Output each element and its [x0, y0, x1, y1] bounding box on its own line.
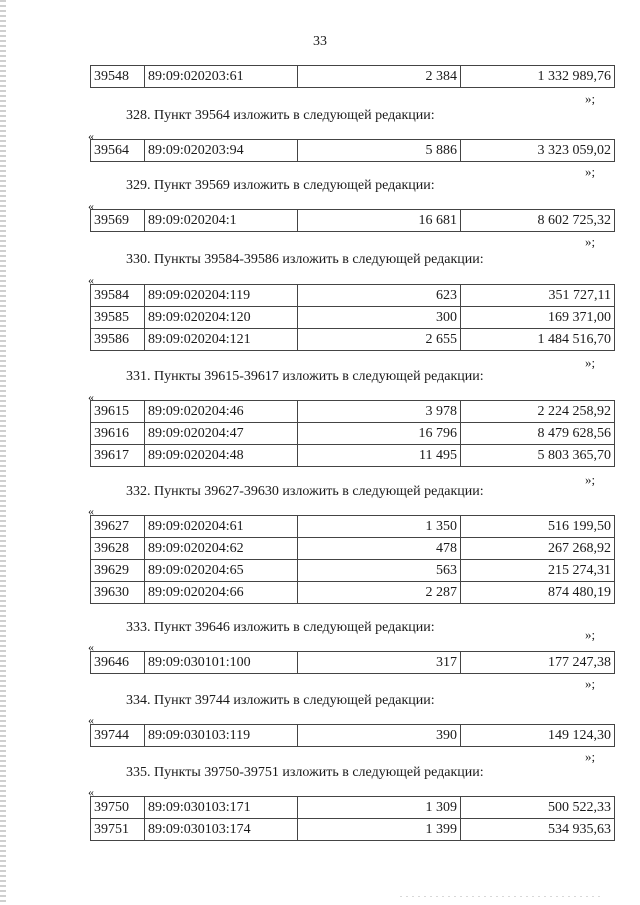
area-value: 1 350: [298, 516, 461, 538]
cost-value: 5 803 365,70: [461, 445, 615, 467]
cadastral-number: 89:09:020203:61: [145, 66, 298, 88]
cost-value: 1 332 989,76: [461, 66, 615, 88]
section-heading: 334. Пункт 39744 изложить в следующей редакции:: [126, 693, 435, 708]
table-row: [91, 797, 615, 819]
table-row: [91, 445, 615, 467]
section-heading: 328. Пункт 39564 изложить в следующей редакции:: [126, 108, 435, 123]
row-number: 39750: [91, 797, 145, 819]
table-row: [91, 401, 615, 423]
cadastral-number: 89:09:020204:121: [145, 329, 298, 351]
table-row: [91, 725, 615, 747]
row-number: 39586: [91, 329, 145, 351]
table-row: [91, 66, 615, 88]
table-row: [91, 140, 615, 162]
cadastral-number: 89:09:020204:65: [145, 560, 298, 582]
close-quote: »;: [585, 472, 596, 487]
area-value: 16 796: [298, 423, 461, 445]
table-row: [91, 329, 615, 351]
row-number: 39744: [91, 725, 145, 747]
table-row: [91, 516, 615, 538]
area-value: 300: [298, 307, 461, 329]
close-quote: »;: [585, 627, 596, 642]
section-heading: 335. Пункты 39750-39751 изложить в следующей редакции:: [126, 765, 484, 780]
open-quote: «: [88, 785, 94, 799]
section-table: [90, 139, 615, 162]
close-quote: »;: [585, 91, 596, 106]
row-number: 39646: [91, 652, 145, 674]
area-value: 623: [298, 285, 461, 307]
row-number: 39548: [91, 66, 145, 88]
open-quote: «: [88, 640, 94, 654]
area-value: 2 655: [298, 329, 461, 351]
cost-value: 2 224 258,92: [461, 401, 615, 423]
section-table: [90, 724, 615, 747]
row-number: 39616: [91, 423, 145, 445]
row-number: 39627: [91, 516, 145, 538]
cadastral-number: 89:09:030103:174: [145, 819, 298, 841]
cadastral-number: 89:09:020204:119: [145, 285, 298, 307]
row-number: 39617: [91, 445, 145, 467]
cost-value: 1 484 516,70: [461, 329, 615, 351]
page-number: 33: [313, 34, 327, 49]
cost-value: 500 522,33: [461, 797, 615, 819]
row-number: 39584: [91, 285, 145, 307]
table-row: [91, 307, 615, 329]
area-value: 1 309: [298, 797, 461, 819]
section-table: [90, 515, 615, 604]
cost-value: 351 727,11: [461, 285, 615, 307]
table-row: [91, 819, 615, 841]
area-value: 1 399: [298, 819, 461, 841]
section-table: [90, 400, 615, 467]
section-heading: 329. Пункт 39569 изложить в следующей редакции:: [126, 178, 435, 193]
table-row: [91, 538, 615, 560]
cadastral-number: 89:09:020203:94: [145, 140, 298, 162]
cost-value: 516 199,50: [461, 516, 615, 538]
cost-value: 534 935,63: [461, 819, 615, 841]
section-table: [90, 651, 615, 674]
cadastral-number: 89:09:030103:119: [145, 725, 298, 747]
scan-edge: [0, 0, 6, 905]
area-value: 2 384: [298, 66, 461, 88]
cost-value: 177 247,38: [461, 652, 615, 674]
section-heading: 333. Пункт 39646 изложить в следующей редакции:: [126, 620, 435, 635]
section-table: [90, 284, 615, 351]
area-value: 390: [298, 725, 461, 747]
open-quote: «: [88, 713, 94, 727]
table-row: [91, 560, 615, 582]
cadastral-number: 89:09:020204:46: [145, 401, 298, 423]
cadastral-number: 89:09:020204:120: [145, 307, 298, 329]
cost-value: 215 274,31: [461, 560, 615, 582]
cadastral-number: 89:09:020204:47: [145, 423, 298, 445]
table-row: [91, 423, 615, 445]
close-quote: »;: [585, 676, 596, 691]
cadastral-number: 89:09:020204:62: [145, 538, 298, 560]
section-table: [90, 796, 615, 841]
area-value: 2 287: [298, 582, 461, 604]
open-quote: «: [88, 273, 94, 287]
row-number: 39630: [91, 582, 145, 604]
cadastral-number: 89:09:020204:1: [145, 210, 298, 232]
row-number: 39564: [91, 140, 145, 162]
cost-value: 874 480,19: [461, 582, 615, 604]
open-quote: «: [88, 504, 94, 518]
section-table: [90, 209, 615, 232]
area-value: 3 978: [298, 401, 461, 423]
cadastral-number: 89:09:030103:171: [145, 797, 298, 819]
open-quote: «: [88, 129, 94, 143]
area-value: 563: [298, 560, 461, 582]
table-row: [91, 285, 615, 307]
section-heading: 330. Пункты 39584-39586 изложить в следующей редакции:: [126, 252, 484, 267]
area-value: 11 495: [298, 445, 461, 467]
cadastral-number: 89:09:020204:61: [145, 516, 298, 538]
row-number: 39751: [91, 819, 145, 841]
row-number: 39615: [91, 401, 145, 423]
row-number: 39629: [91, 560, 145, 582]
row-number: 39585: [91, 307, 145, 329]
close-quote: »;: [585, 355, 596, 370]
table-row: [91, 652, 615, 674]
area-value: 16 681: [298, 210, 461, 232]
cost-value: 8 479 628,56: [461, 423, 615, 445]
section-heading: 332. Пункты 39627-39630 изложить в следующей редакции:: [126, 484, 484, 499]
cadastral-number: 89:09:030101:100: [145, 652, 298, 674]
cost-value: 8 602 725,32: [461, 210, 615, 232]
table-row: [91, 210, 615, 232]
cost-value: 169 371,00: [461, 307, 615, 329]
cadastral-number: 89:09:020204:48: [145, 445, 298, 467]
close-quote: »;: [585, 164, 596, 179]
cadastral-number: 89:09:020204:66: [145, 582, 298, 604]
cost-value: 3 323 059,02: [461, 140, 615, 162]
area-value: 317: [298, 652, 461, 674]
table-row: [91, 582, 615, 604]
open-quote: «: [88, 390, 94, 404]
section-heading: 331. Пункты 39615-39617 изложить в следующей редакции:: [126, 369, 484, 384]
area-value: 478: [298, 538, 461, 560]
cost-value: 267 268,92: [461, 538, 615, 560]
continuation-table: [90, 65, 615, 88]
open-quote: «: [88, 199, 94, 213]
close-quote: »;: [585, 749, 596, 764]
cost-value: 149 124,30: [461, 725, 615, 747]
row-number: 39569: [91, 210, 145, 232]
scan-bottom-edge: [400, 896, 600, 897]
close-quote: »;: [585, 234, 596, 249]
area-value: 5 886: [298, 140, 461, 162]
row-number: 39628: [91, 538, 145, 560]
